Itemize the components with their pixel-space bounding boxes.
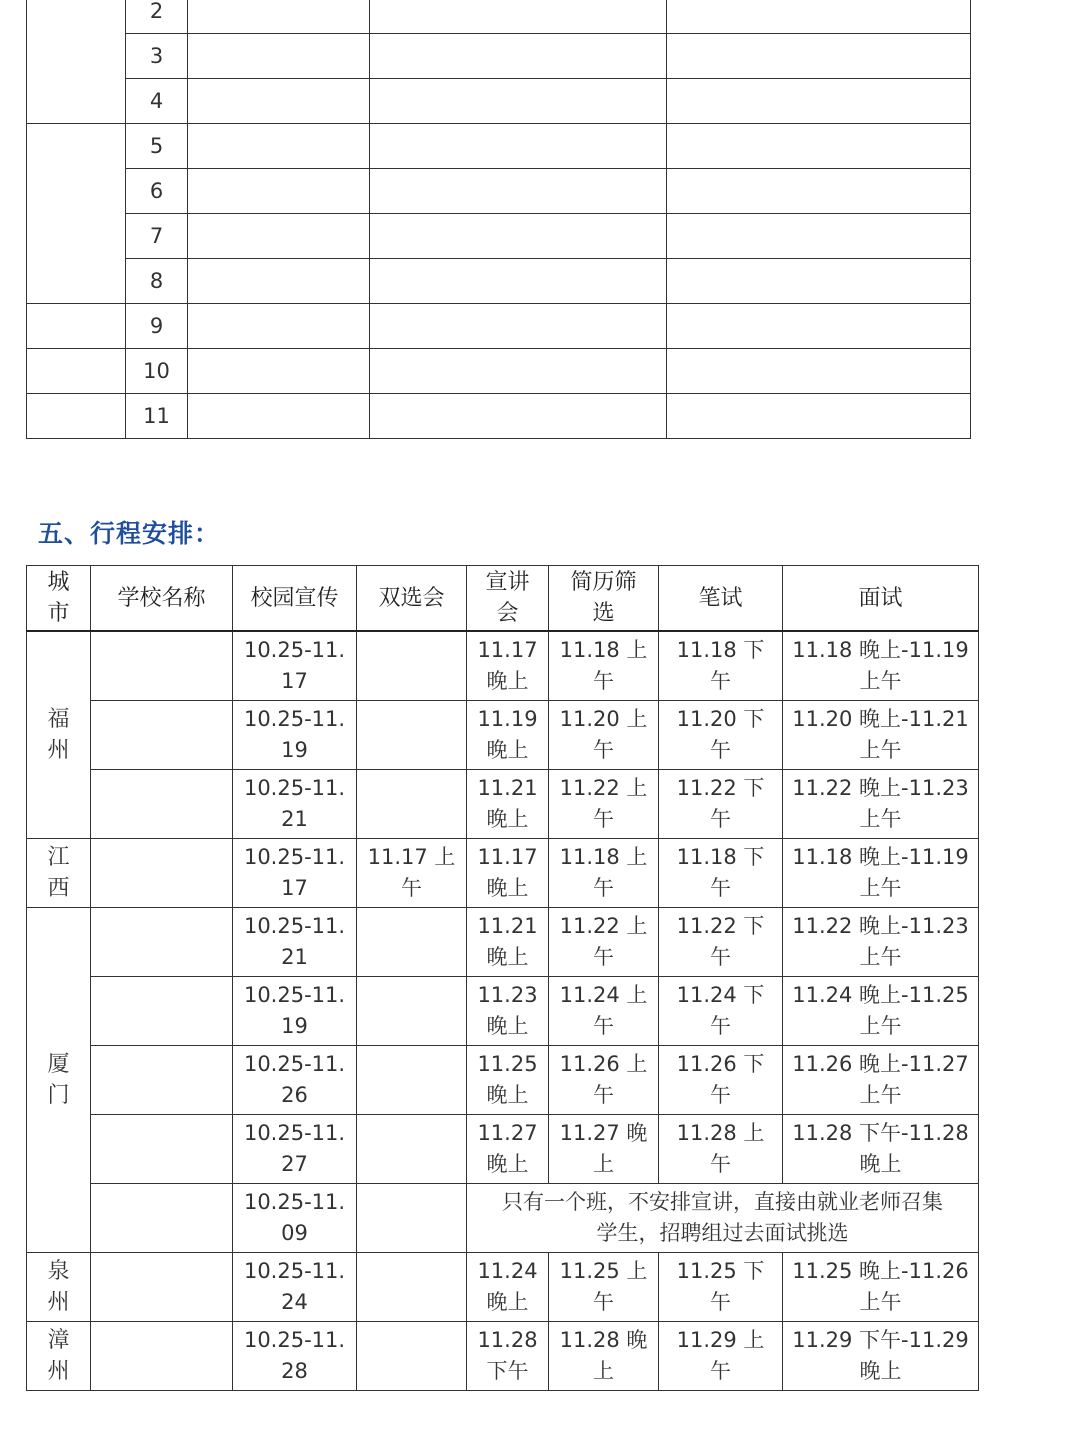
- talk-cell: 11.25 晚上: [467, 1046, 549, 1115]
- exam-cell: 11.28 上 午: [659, 1115, 783, 1184]
- empty-cell: [370, 349, 667, 394]
- group-cell: [27, 349, 126, 394]
- school-cell: [91, 1184, 233, 1253]
- row-number: 7: [126, 214, 188, 259]
- resume-cell: 11.25 上 午: [549, 1253, 659, 1322]
- resume-cell: 11.27 晚 上: [549, 1115, 659, 1184]
- fair-cell: [357, 770, 467, 839]
- empty-cell: [370, 79, 667, 124]
- resume-cell: 11.18 上 午: [549, 839, 659, 908]
- note-cell: 只有一个班，不安排宣讲，直接由就业老师召集 学生，招聘组过去面试挑选: [467, 1184, 979, 1253]
- section-heading: 五、行程安排：: [38, 519, 221, 548]
- talk-cell: 11.17 晚上: [467, 839, 549, 908]
- school-cell: [91, 1115, 233, 1184]
- city-cell: 福 州: [27, 631, 91, 839]
- resume-cell: 11.22 上 午: [549, 770, 659, 839]
- table-row: [27, 631, 979, 701]
- empty-cell: [370, 214, 667, 259]
- campus-cell: 10.25-11. 17: [233, 839, 357, 908]
- city-cell: 泉 州: [27, 1253, 91, 1322]
- fair-cell: 11.17 上 午: [357, 839, 467, 908]
- exam-cell: 11.26 下 午: [659, 1046, 783, 1115]
- city-cell: 江 西: [27, 839, 91, 908]
- talk-cell: 11.28 下午: [467, 1322, 549, 1391]
- fair-cell: [357, 977, 467, 1046]
- campus-cell: 10.25-11. 26: [233, 1046, 357, 1115]
- fair-cell: [357, 908, 467, 977]
- fair-cell: [357, 1115, 467, 1184]
- empty-cell: [188, 259, 370, 304]
- campus-cell: 10.25-11. 09: [233, 1184, 357, 1253]
- table-row: [27, 214, 971, 259]
- resume-cell: 11.26 上 午: [549, 1046, 659, 1115]
- campus-cell: 10.25-11. 21: [233, 908, 357, 977]
- school-cell: [91, 1046, 233, 1115]
- empty-cell: [188, 0, 370, 34]
- resume-cell: 11.20 上 午: [549, 701, 659, 770]
- empty-cell: [188, 34, 370, 79]
- row-number: 11: [126, 394, 188, 439]
- fair-cell: [357, 1046, 467, 1115]
- empty-cell: [370, 394, 667, 439]
- exam-cell: 11.22 下 午: [659, 770, 783, 839]
- empty-cell: [667, 169, 971, 214]
- resume-cell: 11.22 上 午: [549, 908, 659, 977]
- group-cell: [27, 124, 126, 304]
- row-number: 9: [126, 304, 188, 349]
- exam-cell: 11.29 上 午: [659, 1322, 783, 1391]
- table-row: [27, 1115, 979, 1184]
- table-row: [27, 701, 979, 770]
- empty-cell: [188, 394, 370, 439]
- empty-cell: [188, 349, 370, 394]
- empty-cell: [667, 259, 971, 304]
- table-row: [27, 908, 979, 977]
- fair-cell: [357, 701, 467, 770]
- schedule-table: [26, 565, 979, 1391]
- table-row: [27, 124, 971, 169]
- empty-cell: [667, 304, 971, 349]
- fair-cell: [357, 1322, 467, 1391]
- interview-cell: 11.26 晚上-11.27 上午: [783, 1046, 979, 1115]
- empty-cell: [667, 394, 971, 439]
- table-row: [27, 304, 971, 349]
- campus-cell: 10.25-11. 24: [233, 1253, 357, 1322]
- campus-cell: 10.25-11. 28: [233, 1322, 357, 1391]
- interview-cell: 11.18 晚上-11.19 上午: [783, 631, 979, 701]
- talk-cell: 11.17 晚上: [467, 631, 549, 701]
- table-row: [27, 1322, 979, 1391]
- empty-cell: [188, 79, 370, 124]
- school-cell: [91, 839, 233, 908]
- header-talk: 宣讲 会: [467, 566, 549, 632]
- empty-cell: [667, 124, 971, 169]
- table-row: [27, 1253, 979, 1322]
- talk-cell: 11.21 晚上: [467, 770, 549, 839]
- row-number: 6: [126, 169, 188, 214]
- row-number: 10: [126, 349, 188, 394]
- city-cell: 漳 州: [27, 1322, 91, 1391]
- empty-cell: [188, 169, 370, 214]
- table-row: [27, 0, 971, 34]
- interview-cell: 11.25 晚上-11.26 上午: [783, 1253, 979, 1322]
- interview-cell: 11.29 下午-11.29 晚上: [783, 1322, 979, 1391]
- empty-cell: [370, 124, 667, 169]
- school-cell: [91, 1322, 233, 1391]
- header-interview: 面试: [783, 566, 979, 632]
- school-cell: [91, 631, 233, 701]
- table-row: [27, 79, 971, 124]
- table-row: [27, 839, 979, 908]
- header-campus: 校园宣传: [233, 566, 357, 632]
- talk-cell: 11.24 晚上: [467, 1253, 549, 1322]
- table-row: [27, 349, 971, 394]
- table-row: [27, 1046, 979, 1115]
- empty-cell: [667, 0, 971, 34]
- campus-cell: 10.25-11. 19: [233, 701, 357, 770]
- empty-cell: [667, 214, 971, 259]
- header-fair: 双选会: [357, 566, 467, 632]
- exam-cell: 11.25 下 午: [659, 1253, 783, 1322]
- row-number: 8: [126, 259, 188, 304]
- exam-cell: 11.20 下 午: [659, 701, 783, 770]
- interview-cell: 11.24 晚上-11.25 上午: [783, 977, 979, 1046]
- resume-cell: 11.24 上 午: [549, 977, 659, 1046]
- header-exam: 笔试: [659, 566, 783, 632]
- interview-cell: 11.22 晚上-11.23 上午: [783, 908, 979, 977]
- fair-cell: [357, 1184, 467, 1253]
- table-row: [27, 1184, 979, 1253]
- header-resume: 简历筛 选: [549, 566, 659, 632]
- school-cell: [91, 908, 233, 977]
- interview-cell: 11.20 晚上-11.21 上午: [783, 701, 979, 770]
- empty-cell: [667, 34, 971, 79]
- talk-cell: 11.21 晚上: [467, 908, 549, 977]
- row-number: 3: [126, 34, 188, 79]
- empty-cell: [188, 304, 370, 349]
- campus-cell: 10.25-11. 19: [233, 977, 357, 1046]
- empty-cell: [370, 34, 667, 79]
- exam-cell: 11.18 下 午: [659, 631, 783, 701]
- talk-cell: 11.27 晚上: [467, 1115, 549, 1184]
- row-number: 4: [126, 79, 188, 124]
- numbered-table: [26, 0, 971, 439]
- group-cell: [27, 0, 126, 124]
- empty-cell: [370, 259, 667, 304]
- interview-cell: 11.28 下午-11.28 晚上: [783, 1115, 979, 1184]
- resume-cell: 11.28 晚 上: [549, 1322, 659, 1391]
- table-row: [27, 169, 971, 214]
- table-row: [27, 259, 971, 304]
- resume-cell: 11.18 上 午: [549, 631, 659, 701]
- row-number: 5: [126, 124, 188, 169]
- empty-cell: [370, 169, 667, 214]
- interview-cell: 11.18 晚上-11.19 上午: [783, 839, 979, 908]
- campus-cell: 10.25-11. 27: [233, 1115, 357, 1184]
- table-row: [27, 977, 979, 1046]
- empty-cell: [667, 349, 971, 394]
- fair-cell: [357, 631, 467, 701]
- empty-cell: [667, 79, 971, 124]
- exam-cell: 11.24 下 午: [659, 977, 783, 1046]
- table-row: [27, 770, 979, 839]
- group-cell: [27, 394, 126, 439]
- talk-cell: 11.19 晚上: [467, 701, 549, 770]
- campus-cell: 10.25-11. 17: [233, 631, 357, 701]
- header-row: [27, 566, 979, 632]
- group-cell: [27, 304, 126, 349]
- city-cell: 厦 门: [27, 908, 91, 1253]
- empty-cell: [188, 124, 370, 169]
- header-school: 学校名称: [91, 566, 233, 632]
- empty-cell: [188, 214, 370, 259]
- talk-cell: 11.23 晚上: [467, 977, 549, 1046]
- table-row: [27, 394, 971, 439]
- interview-cell: 11.22 晚上-11.23 上午: [783, 770, 979, 839]
- fair-cell: [357, 1253, 467, 1322]
- exam-cell: 11.18 下 午: [659, 839, 783, 908]
- header-city: 城 市: [27, 566, 91, 632]
- campus-cell: 10.25-11. 21: [233, 770, 357, 839]
- table-row: [27, 34, 971, 79]
- row-number: 2: [126, 0, 188, 34]
- school-cell: [91, 1253, 233, 1322]
- school-cell: [91, 977, 233, 1046]
- empty-cell: [370, 304, 667, 349]
- empty-cell: [370, 0, 667, 34]
- exam-cell: 11.22 下 午: [659, 908, 783, 977]
- school-cell: [91, 701, 233, 770]
- school-cell: [91, 770, 233, 839]
